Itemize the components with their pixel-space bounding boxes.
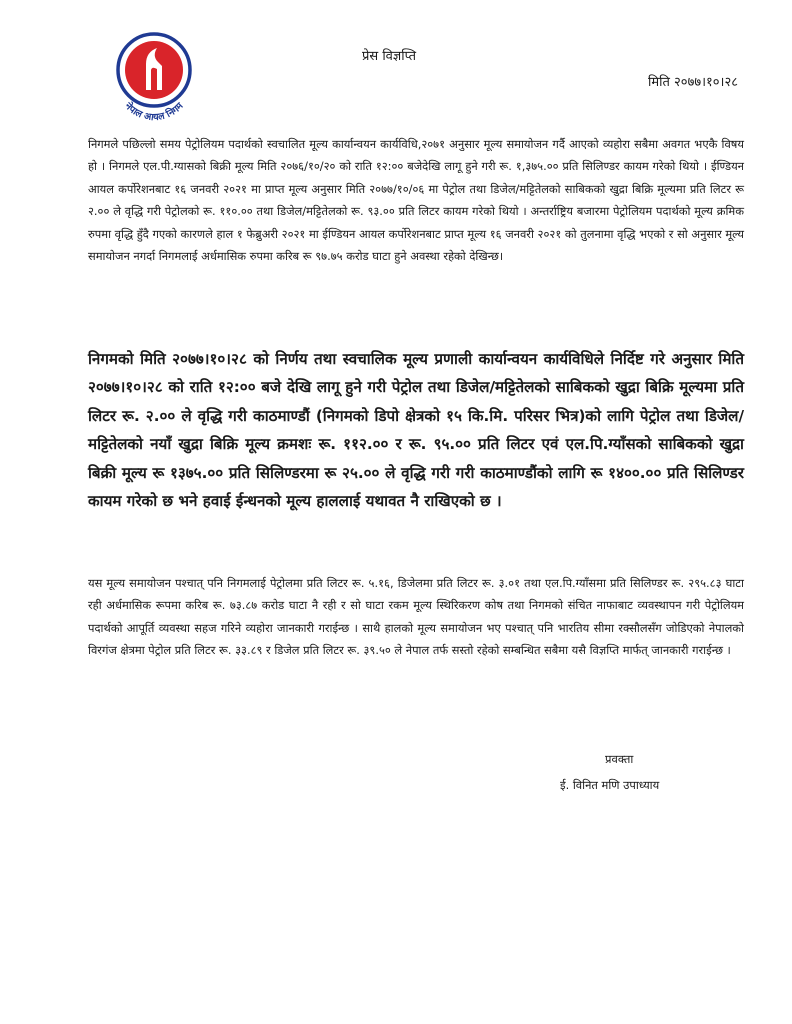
signatory-name: ई. विनित मणि उपाध्याय <box>560 778 660 792</box>
paragraph-background: निगमले पछिल्लो समय पेट्रोलियम पदार्थको स्वचालित मूल्य कार्यान्वयन कार्यविधि,२०७१ अनुसार मूल्य समायोजन गर्दै आएको व्यहोरा सबैमा अवगत भएकै विषय हो । निगमले एल.पी.ग्यासको बिक्री मूल्य मिति २०७६/१०/२० को राति १२:०० बजेदेखि लागू हुने गरी रू. १,३७५.०० प्रति सिलिण्डर कायम गरेको थियो । ईण्डियन आयल कर्पोरेशनबाट १६ जनवरी २०२१ मा प्राप्त मूल्य अनुसार मिति २०७७/१०/०६ मा पेट्रोल तथा डिजेल/मट्टितेलको साबिकको खुद्रा बिक्रि मूल्यमा प्रति लिटर रू २.०० ले वृद्धि गरी पेट्रोलको रू. ११०.०० तथा डिजेल/मट्टितेलको रू. ९३.०० प्रति लिटर कायम गरेको थियो । अन्तर्राष्ट्रिय बजारमा पेट्रोलियम पदार्थको मूल्य क्रमिक रुपमा वृद्धि हुँदै गएको कारणले हाल १ फेब्रुअरी २०२१ मा ईण्डियन आयल कर्पोरेशनबाट प्राप्त मूल्य १६ जनवरी २०२१ को तुलनामा वृद्धि भएको र सो अनुसार मूल्य समायोजन नगर्दा निगमलाई अर्धमासिक रुपमा करिब रू ९७.७५ करोड घाटा हुने अवस्था रहेको देखिन्छ। <box>88 137 744 264</box>
release-date: मिति २०७७।१०।२८ <box>648 75 738 90</box>
paragraph-price-decision: निगमको मिति २०७७।१०।२८ को निर्णय तथा स्वचालिक मूल्य प्रणाली कार्यान्वयन कार्यविधिले निर्दिष्ट गरे अनुसार मिति २०७७।१०।२८ को राति १२:०० बजे देखि लागू हुने गरी पेट्रोल तथा डिजेल/मट्टितेलको साबिकको खुद्रा बिक्रि मूल्यमा प्रति लिटर रू. २.०० ले वृद्धि गरी काठमाण्डौं (निगमको डिपो क्षेत्रको १५ कि.मि. परिसर भित्र)को लागि पेट्रोल तथा डिजेल/मट्टितेलको नयाँ खुद्रा बिक्रि मूल्य क्रमशः रू. ११२.०० र रू. ९५.०० प्रति लिटर एवं एल.पि.ग्याँसको साबिकको खुद्रा बिक्री मूल्य रू १३७५.०० प्रति सिलिण्डरमा रू २५.०० ले वृद्धि गरी गरी काठमाण्डौंको लागि रू १४००.०० प्रति सिलिण्डर कायम गरेको छ भने हवाई ईन्धनको मूल्य हाललाई यथावत नै राखिएको छ । <box>88 350 744 511</box>
paragraph-loss-info: यस मूल्य समायोजन पश्चात् पनि निगमलाई पेट्रोलमा प्रति लिटर रू. ५.१६, डिजेलमा प्रति लिटर रू. ३.०१ तथा एल.पि.ग्याँसमा प्रति सिलिण्डर रू. २९५.८३ घाटा रही अर्धमासिक रूपमा करिब रू. ७३.८७ करोड घाटा नै रही र सो घाटा रकम मूल्य स्थिरिकरण कोष तथा निगमको संचित नाफाबाट व्यवस्थापन गरी पेट्रोलियम पदार्थको आपूर्ति व्यवस्था सहज गरिने व्यहोरा जानकारी गराईन्छ । साथै हालको मूल्य समायोजन भए पश्चात् पनि भारतिय सीमा रक्सौलसँग जोडिएको नेपालको विरगंज क्षेत्रमा पेट्रोल प्रति लिटर रू. ३३.८९ र डिजेल प्रति लिटर रू. ३९.५० ले नेपाल तर्फ सस्तो रहेको सम्बन्धित सबैमा यसै विज्ञप्ति मार्फत् जानकारी गराईन्छ । <box>88 576 744 658</box>
signatory-role: प्रवक्ता <box>605 752 634 766</box>
page-title: प्रेस विज्ञप्ति <box>362 49 417 64</box>
nepal-oil-corporation-logo <box>102 24 206 128</box>
logo-org-name: नेपाल आयल निगम <box>122 100 186 124</box>
